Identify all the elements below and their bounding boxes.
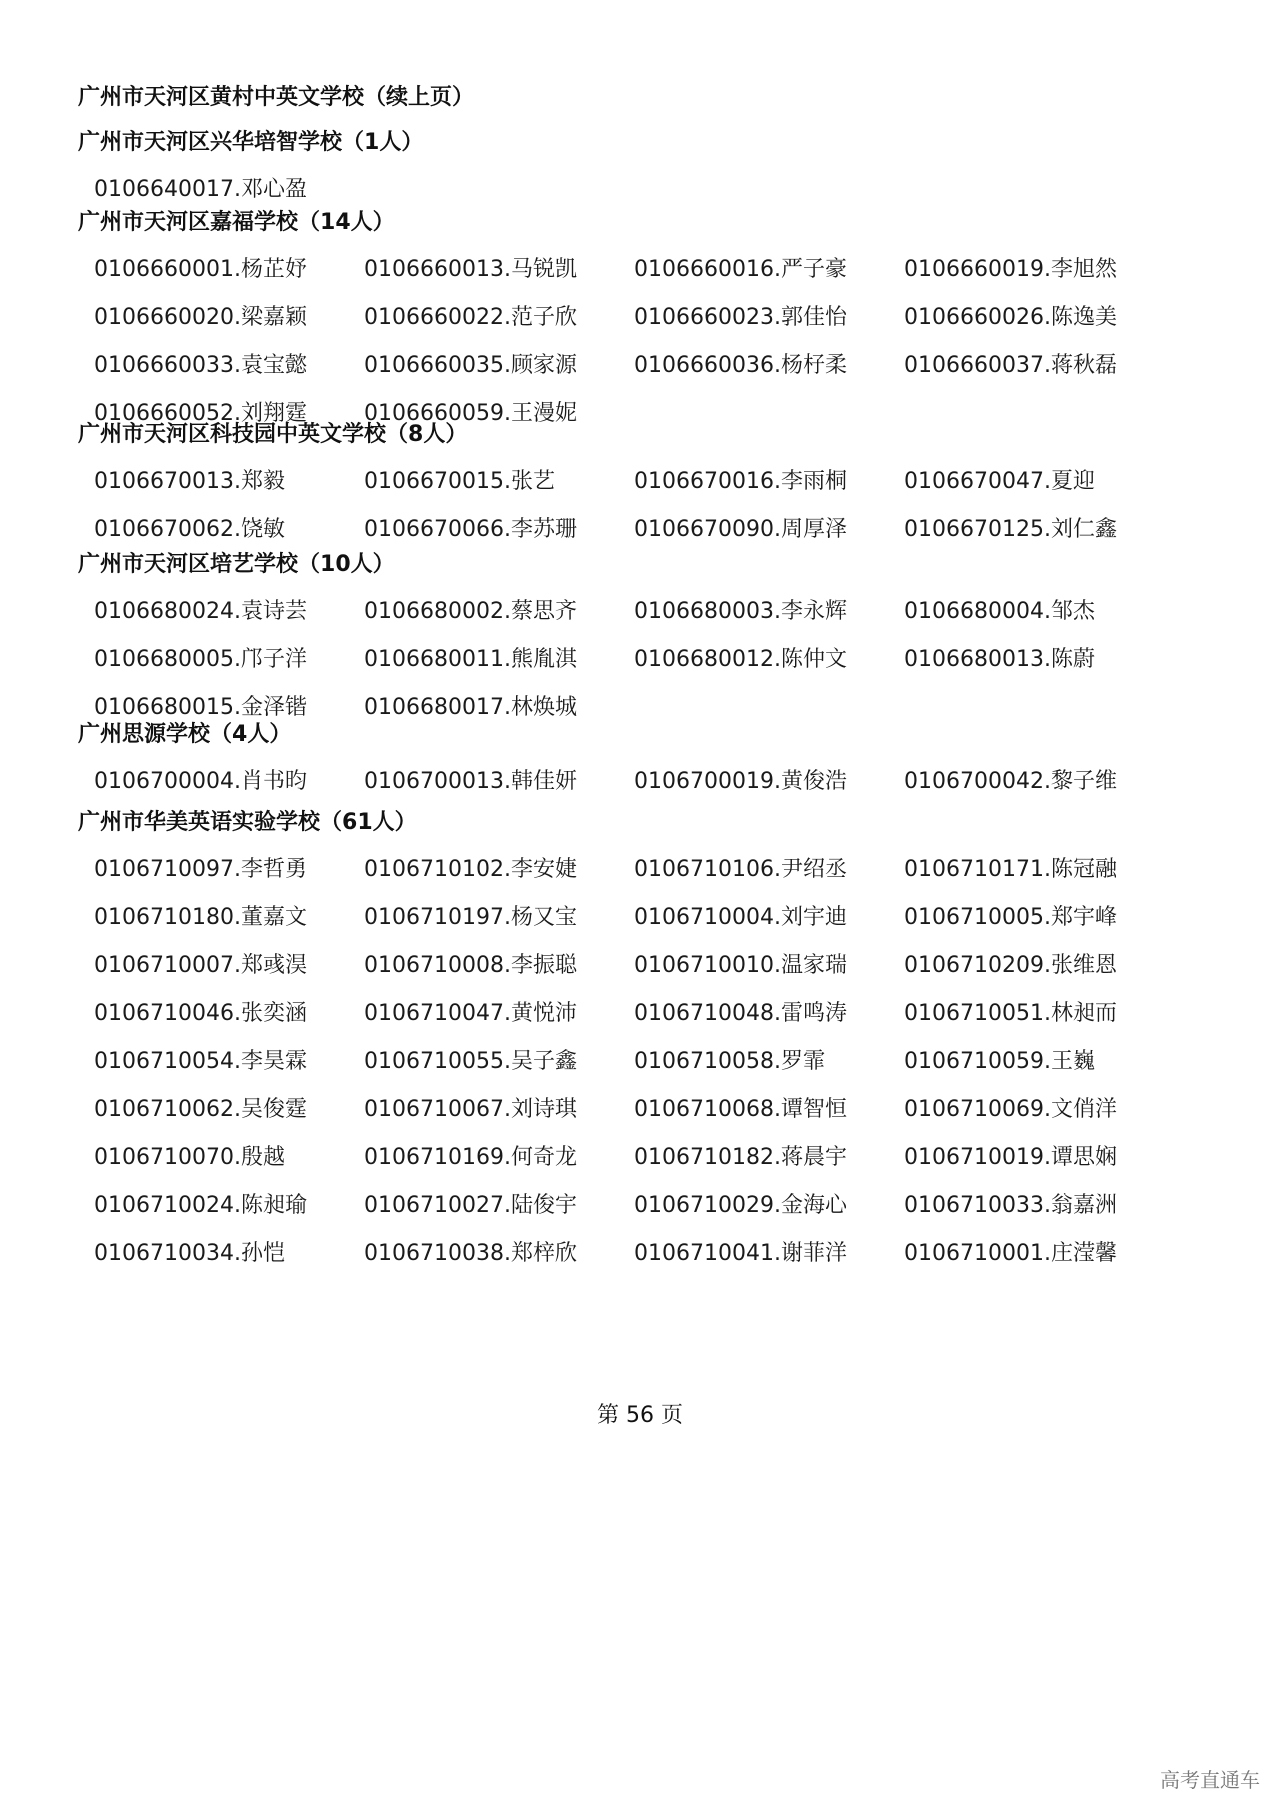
school-count: （14人）: [298, 210, 395, 235]
school-section: [78, 420, 1158, 554]
student-entry: 0106680005.邝子洋: [94, 647, 307, 672]
student-entry: 0106670066.李苏珊: [364, 517, 577, 542]
student-entry: 0106700042.黎子维: [904, 769, 1117, 794]
school-title: [78, 128, 1158, 158]
student-entry: 0106680013.陈蔚: [904, 647, 1095, 672]
student-entry: 0106710034.孙恺: [94, 1241, 285, 1266]
school-count: （1人）: [342, 130, 424, 155]
school-name: 广州市天河区培艺学校: [78, 552, 299, 577]
student-entry: 0106710007.郑彧淏: [94, 953, 307, 978]
student-entry: 0106660023.郭佳怡: [634, 305, 847, 330]
continued-school-title: 广州市天河区黄村中英文学校（续上页）: [78, 85, 475, 110]
student-entry: 0106710068.谭智恒: [634, 1097, 847, 1122]
student-entry: 0106670125.刘仁鑫: [904, 517, 1117, 542]
student-entry: 0106700004.肖书昀: [94, 769, 307, 794]
student-grid: [94, 758, 1158, 806]
student-entry: 0106660016.严子豪: [634, 257, 847, 282]
student-entry: 0106710038.郑梓欣: [364, 1241, 577, 1266]
student-entry: 0106660013.马锐凯: [364, 257, 577, 282]
school-section: [78, 128, 1158, 214]
student-entry: 0106710024.陈昶瑜: [94, 1193, 307, 1218]
student-entry: 0106710001.庄滢馨: [904, 1241, 1117, 1266]
student-entry: 0106710004.刘宇迪: [634, 905, 847, 930]
student-entry: 0106680015.金泽锴: [94, 695, 307, 720]
student-entry: 0106710062.吴俊霆: [94, 1097, 307, 1122]
student-entry: 0106680024.袁诗芸: [94, 599, 307, 624]
student-entry: 0106710027.陆俊宇: [364, 1193, 577, 1218]
school-title: [78, 808, 1158, 838]
student-entry: 0106710019.谭思娴: [904, 1145, 1117, 1170]
watermark-text: 高考直通车: [1160, 1768, 1260, 1792]
student-entry: 0106710047.黄悦沛: [364, 1001, 577, 1026]
student-entry: 0106670016.李雨桐: [634, 469, 847, 494]
student-entry: 0106710209.张维恩: [904, 953, 1117, 978]
student-entry: 0106710058.罗霏: [634, 1049, 825, 1074]
student-entry: 0106710102.李安婕: [364, 857, 577, 882]
student-entry: 0106700013.韩佳妍: [364, 769, 577, 794]
student-entry: 0106680004.邹杰: [904, 599, 1095, 624]
school-section: [78, 808, 1158, 1278]
student-grid: [94, 458, 1158, 554]
student-entry: 0106710067.刘诗琪: [364, 1097, 577, 1122]
student-entry: 0106670090.周厚泽: [634, 517, 847, 542]
student-grid: [94, 246, 1158, 438]
student-grid: [94, 846, 1158, 1278]
student-entry: 0106670015.张艺: [364, 469, 555, 494]
school-count: （61人）: [320, 810, 417, 835]
student-entry: 0106710029.金海心: [634, 1193, 847, 1218]
student-entry: 0106710051.林昶而: [904, 1001, 1117, 1026]
student-entry: 0106680017.林焕城: [364, 695, 577, 720]
student-entry: 0106710008.李振聪: [364, 953, 577, 978]
school-title: [78, 420, 1158, 450]
student-entry: 0106660019.李旭然: [904, 257, 1117, 282]
student-entry: 0106670062.饶敏: [94, 517, 285, 542]
school-section: [78, 208, 1158, 438]
student-entry: 0106680002.蔡思齐: [364, 599, 577, 624]
student-entry: 0106660059.王漫妮: [364, 401, 577, 426]
student-entry: 0106660033.袁宝懿: [94, 353, 307, 378]
student-entry: 0106670013.郑毅: [94, 469, 285, 494]
student-entry: 0106700019.黄俊浩: [634, 769, 847, 794]
school-title: [78, 208, 1158, 238]
student-entry: 0106710180.董嘉文: [94, 905, 307, 930]
student-entry: 0106640017.邓心盈: [94, 177, 307, 202]
student-entry: 0106660022.范子欣: [364, 305, 577, 330]
student-entry: 0106710182.蒋晨宇: [634, 1145, 847, 1170]
school-title: [78, 550, 1158, 580]
school-name: 广州市天河区兴华培智学校: [78, 130, 343, 155]
school-count: （8人）: [386, 422, 468, 447]
student-entry: 0106710097.李哲勇: [94, 857, 307, 882]
student-entry: 0106660035.顾家源: [364, 353, 577, 378]
student-entry: 0106660026.陈逸美: [904, 305, 1117, 330]
student-entry: 0106660037.蒋秋磊: [904, 353, 1117, 378]
student-entry: 0106710070.殷越: [94, 1145, 285, 1170]
school-title: [78, 720, 1158, 750]
student-entry: 0106660001.杨芷妤: [94, 257, 307, 282]
school-name: 广州市天河区嘉福学校: [78, 210, 299, 235]
student-entry: 0106710169.何奇龙: [364, 1145, 577, 1170]
page-number: 第 56 页: [597, 1403, 683, 1428]
student-entry: 0106710054.李昊霖: [94, 1049, 307, 1074]
student-grid: [94, 588, 1158, 732]
school-count: （10人）: [298, 552, 395, 577]
student-entry: 0106660052.刘翔霆: [94, 401, 307, 426]
student-entry: 0106680012.陈仲文: [634, 647, 847, 672]
school-section: [78, 550, 1158, 732]
student-entry: 0106710041.谢菲洋: [634, 1241, 847, 1266]
student-entry: 0106660036.杨杍柔: [634, 353, 847, 378]
school-count: （4人）: [210, 722, 292, 747]
student-entry: 0106710171.陈冠融: [904, 857, 1117, 882]
student-entry: 0106710005.郑宇峰: [904, 905, 1117, 930]
student-entry: 0106710033.翁嘉洲: [904, 1193, 1117, 1218]
student-entry: 0106680011.熊胤淇: [364, 647, 577, 672]
student-entry: 0106710069.文俏洋: [904, 1097, 1117, 1122]
student-entry: 0106710197.杨又宝: [364, 905, 577, 930]
student-entry: 0106670047.夏迎: [904, 469, 1095, 494]
student-entry: 0106710010.温家瑞: [634, 953, 847, 978]
student-entry: 0106680003.李永辉: [634, 599, 847, 624]
student-grid: [94, 166, 1158, 214]
student-entry: 0106710106.尹绍丞: [634, 857, 847, 882]
school-name: 广州市天河区科技园中英文学校: [78, 422, 387, 447]
school-name: 广州市华美英语实验学校: [78, 810, 321, 835]
school-name: 广州思源学校: [78, 722, 211, 747]
student-entry: 0106710046.张奕涵: [94, 1001, 307, 1026]
student-entry: 0106660020.梁嘉颖: [94, 305, 307, 330]
student-entry: 0106710055.吴子鑫: [364, 1049, 577, 1074]
school-section: [78, 720, 1158, 806]
student-entry: 0106710048.雷鸣涛: [634, 1001, 847, 1026]
student-entry: 0106710059.王巍: [904, 1049, 1095, 1074]
